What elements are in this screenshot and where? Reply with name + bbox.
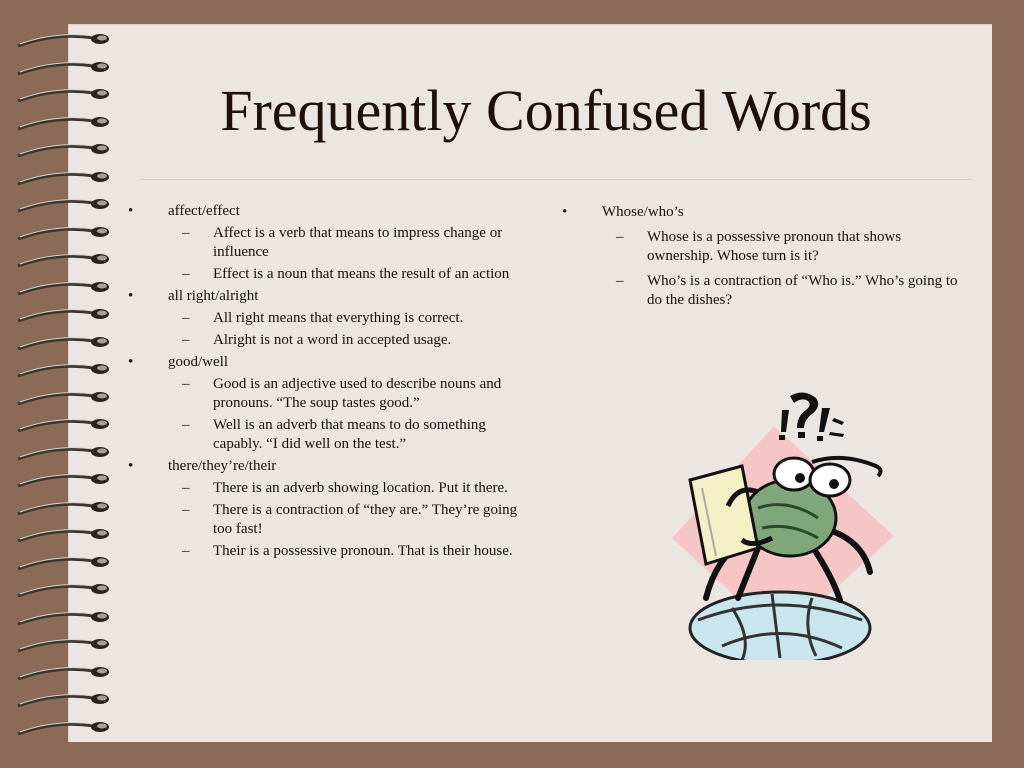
right-column [562, 203, 962, 316]
spiral-ring-icon [16, 388, 112, 408]
slide-title: Frequently Confused Words [220, 78, 872, 143]
sub-point: – Good is an adjective used to describe nouns and pronouns. “The soup tastes good.” [128, 375, 528, 413]
spiral-ring-icon [16, 663, 112, 683]
spiral-ring-icon [16, 360, 112, 380]
spiral-ring-icon [16, 250, 112, 270]
sub-point: – Effect is a noun that means the result of an action [128, 265, 528, 284]
spiral-ring-icon [16, 58, 112, 78]
spiral-ring-icon [16, 223, 112, 243]
spiral-ring-icon [16, 30, 112, 50]
spiral-ring-icon [16, 553, 112, 573]
spiral-ring-icon [16, 333, 112, 353]
sub-point: – There is a contraction of “they are.” They’re going too fast! [128, 501, 528, 539]
spiral-ring-icon [16, 443, 112, 463]
spiral-ring-icon [16, 608, 112, 628]
spiral-ring-icon [16, 278, 112, 298]
sub-point: – Alright is not a word in accepted usage. [128, 331, 528, 350]
sub-point: – Affect is a verb that means to impress change or influence [128, 224, 528, 262]
bullet-term: • affect/effect [128, 202, 528, 221]
spiral-ring-icon [16, 635, 112, 655]
bullet-term: • good/well [128, 353, 528, 372]
bullet-term: • there/they’re/their [128, 457, 528, 476]
spiral-ring-icon [16, 498, 112, 518]
left-column [128, 202, 528, 564]
sub-point: – All right means that everything is correct. [128, 309, 528, 328]
sub-point: – Whose is a possessive pronoun that shows ownership. Whose turn is it? [562, 228, 962, 266]
spiral-ring-icon [16, 690, 112, 710]
spiral-ring-icon [16, 195, 112, 215]
spiral-ring-icon [16, 525, 112, 545]
spiral-ring-icon [16, 718, 112, 738]
spiral-ring-icon [16, 305, 112, 325]
spiral-ring-icon [16, 470, 112, 490]
sub-point: – Their is a possessive pronoun. That is their house. [128, 542, 528, 561]
sub-point: – Well is an adverb that means to do something capably. “I did well on the test.” [128, 416, 528, 454]
sub-point: – There is an adverb showing location. Put it there. [128, 479, 528, 498]
spiral-ring-icon [16, 580, 112, 600]
bullet-term: • Whose/who’s [562, 203, 962, 222]
bullet-term: • all right/alright [128, 287, 528, 306]
confused-bug-clipart-icon [662, 388, 896, 660]
spiral-ring-icon [16, 415, 112, 435]
title-divider [140, 179, 972, 180]
spiral-ring-icon [16, 168, 112, 188]
sub-point: – Who’s is a contraction of “Who is.” Who’s going to do the dishes? [562, 272, 962, 310]
